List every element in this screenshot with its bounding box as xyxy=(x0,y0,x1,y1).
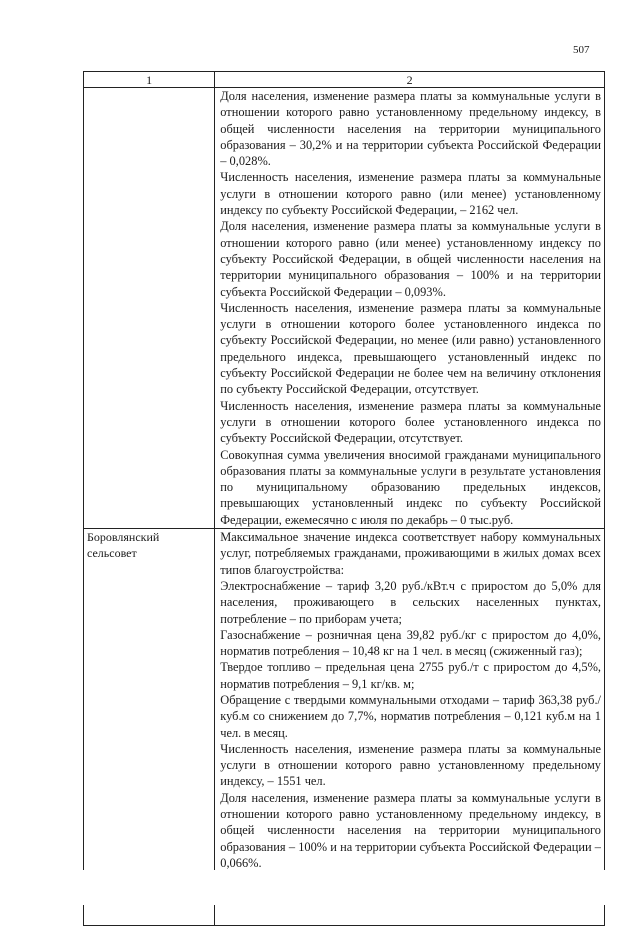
row-content xyxy=(215,529,605,926)
row-content xyxy=(215,88,605,529)
paragraph: Доля населения, изменение размера платы за коммунальные услуги в отношении которого равно (или менее) установленному индексу по субъекту Российской Федерации, в общей численности населения на территории муниципального образования – 100% и на территории субъекта Российской Федерации – 0,093%. xyxy=(220,219,601,299)
paragraph: Твердое топливо – предельная цена 2755 руб./т с приростом до 4,5%, норматив потребления – 9,1 кг/кв. м; xyxy=(220,660,601,691)
table-row xyxy=(84,88,605,529)
paragraph: Доля населения, изменение размера платы за коммунальные услуги в отношении которого равно установленному предельному индексу, в общей численности населения на территории муниципального образования – 100% и на территории субъекта Российской Федерации – 0,066%. xyxy=(220,790,601,870)
paragraph: Численность населения, изменение размера платы за коммунальные услуги в отношении которого более установленного индекса по субъекту Российской Федерации, но менее (или равно) установленного предельного индекса, превышающего установленный индекс по субъекту Российской Федерации не более чем на величину отклонения по субъекту Российской Федерации, отсутствует. xyxy=(220,300,601,397)
paragraph: Газоснабжение – розничная цена 39,82 руб./кг с приростом до 4,0%, норматив потребления – 10,48 кг на 1 чел. в месяц (сжиженный газ); xyxy=(220,627,601,659)
paragraph: Численность населения, изменение размера платы за коммунальные услуги в отношении которого равно установленному предельному индексу, – 1551 чел. xyxy=(220,741,601,789)
page-number: 507 xyxy=(573,44,590,56)
column-1-header: 1 xyxy=(84,72,215,88)
column-2-header: 2 xyxy=(215,72,605,88)
paragraph: Обращение с твердыми коммунальными отходами – тариф 363,38 руб./куб.м со снижением до 7,7%, норматив потребления – 0,121 куб.м на 1 чел. в месяц. xyxy=(220,692,601,740)
table-header-row xyxy=(84,72,605,88)
table-row xyxy=(84,529,605,926)
row-label-borovlyansky: Боровлянский сельсовет xyxy=(84,529,215,926)
paragraph: Максимальное значение индекса соответствует набору коммунальных услуг, потребляемых гражданами, проживающими в жилых домах всех типов благоустройства: xyxy=(220,530,601,577)
paragraph: Электроснабжение – тариф 3,20 руб./кВт.ч с приростом до 5,0% для населения, проживающего в сельских населенных пунктах, потребление – по приборам учета; xyxy=(220,578,601,626)
row-label xyxy=(84,88,215,529)
paragraph: Численность населения, изменение размера платы за коммунальные услуги в отношении которого более установленного индекса по субъекту Российской Федерации, отсутствует. xyxy=(220,398,601,446)
page-bottom-margin xyxy=(0,870,639,905)
document-table xyxy=(83,71,605,926)
paragraph: Совокупная сумма увеличения вносимой гражданами муниципального образования платы за коммунальные услуги в результате установления по муниципальному образованию предельных индексов, превышающих установленный индекс по субъекту Российской Федерации, ежемесячно с июля по декабрь – 0 тыс.руб. xyxy=(220,447,601,527)
paragraph: Доля населения, изменение размера платы за коммунальные услуги в отношении которого равно установленному предельному индексу, в общей численности населения на территории муниципального образования – 30,2% и на территории субъекта Российской Федерации – 0,028%. xyxy=(220,89,601,169)
paragraph: Численность населения, изменение размера платы за коммунальные услуги в отношении которого равно (или менее) установленному индексу по субъекту Российской Федерации, – 2162 чел. xyxy=(220,170,601,218)
